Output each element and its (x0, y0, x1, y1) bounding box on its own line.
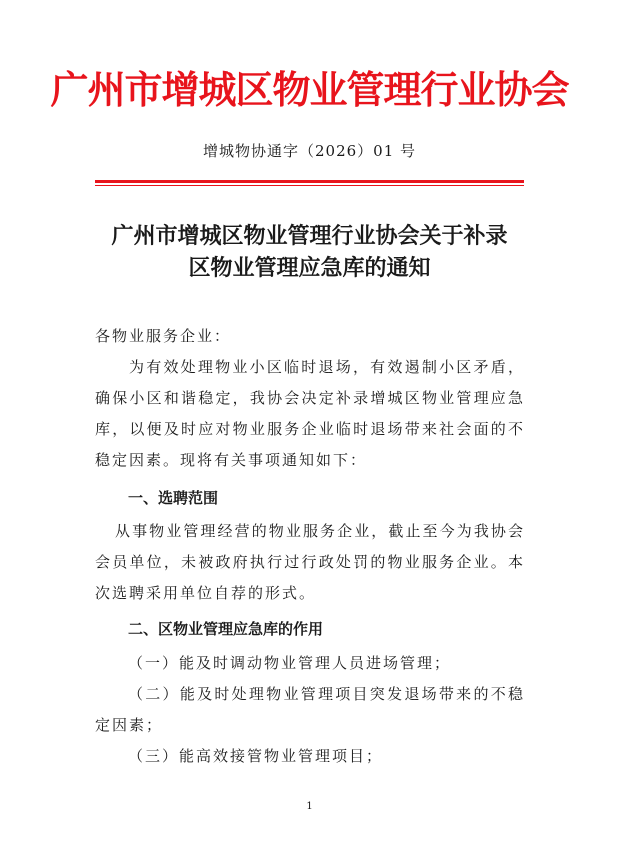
salutation: 各物业服务企业： (95, 327, 232, 345)
document-number: 增城物协通字（2026）01 号 (202, 142, 417, 160)
page-number: 1 (306, 801, 313, 812)
masthead-org-name: 广州市增城区物业管理行业协会 (50, 68, 569, 112)
section-2-item-3: （三）能高效接管物业管理项目； (128, 747, 384, 765)
section-1-paragraph: 从事物业管理经营的物业服务企业，截止至今为我协会会员单位，未被政府执行过行政处罚的物业服务企业。本次选聘采用单位自荐的形式。 (95, 522, 525, 602)
masthead-red-rule-thick (95, 180, 524, 183)
notice-title-line-2: 区物业管理应急库的通知 (188, 256, 431, 281)
notice-title (70, 221, 549, 285)
notice-title-line-1: 广州市增城区物业管理行业协会关于补录 (111, 224, 508, 249)
section-1-heading: 一、选聘范围 (128, 489, 219, 507)
masthead-red-rule-thin (95, 185, 524, 186)
section-2-item-2: （二）能及时处理物业管理项目突发退场带来的不稳定因素； (95, 685, 525, 734)
section-2-item-1: （一）能及时调动物业管理人员进场管理； (128, 654, 452, 672)
intro-paragraph: 为有效处理物业小区临时退场，有效遏制小区矛盾，确保小区和谐稳定，我协会决定补录增城区物业管理应急库，以便及时应对物业服务企业临时退场带来社会面的不稳定因素。现将有关事项通知如下： (95, 358, 525, 469)
section-2-heading: 二、区物业管理应急库的作用 (128, 620, 324, 638)
